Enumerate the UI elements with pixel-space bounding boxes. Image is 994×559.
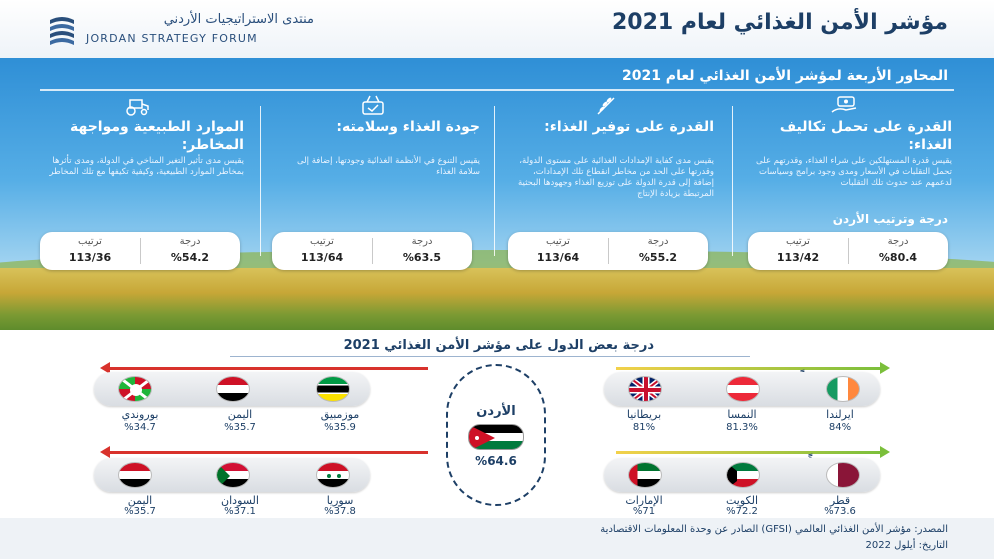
global-top-pill (604, 372, 880, 406)
pillar-divider (260, 106, 261, 256)
country-name: اليمن (127, 494, 153, 507)
score-box-quality (272, 232, 472, 270)
logo-arabic-text: منتدى الاستراتيجيات الأردني (163, 12, 314, 27)
pillar-title: الموارد الطبيعية ومواجهة المخاطر: (69, 119, 244, 153)
jordan-name: الأردن (476, 404, 516, 419)
country-score: %35.7 (224, 422, 256, 433)
country-name: سوريا (326, 494, 354, 507)
pillar-title: جودة الغذاء وسلامته: (336, 119, 480, 135)
rank-label: ترتيب (546, 236, 570, 247)
money-hand-icon (830, 94, 860, 116)
pillar-title: القدرة على تحمل تكاليف الغذاء: (779, 119, 952, 153)
score-label: درجة (411, 236, 433, 247)
high-scores-arrow-arab (616, 451, 882, 454)
country-name: اليمن (227, 408, 253, 421)
low-scores-arrow (108, 367, 428, 370)
subtitle-divider (40, 89, 954, 91)
country-name: بريطانيا (626, 408, 662, 421)
footer (0, 518, 994, 559)
pillar-description: يقيس مدى تأثير التغير المناخي في الدولة، ومدى تأثرها بمخاطر الموارد الطبيعية، وكيفية تكيفها مع تلك المخاطر (49, 156, 244, 177)
score-value: %63.5 (402, 251, 442, 264)
rank-value: 113/64 (300, 251, 344, 264)
quality-basket-icon (358, 94, 388, 116)
ireland-flag-icon (826, 376, 860, 402)
uk-flag-icon (628, 376, 662, 402)
pillar-description: يقيس مدى كفاية الإمدادات الغذائية على مستوى الدولة، وقدرتها على الحد من مخاطر انقطاع تلك الإمدادات، إضافة إلى قدرة الدولة على توزيع الغذاء وجهودها البحثية المرتبطة بزيادة الإنتاج (518, 156, 714, 199)
header (0, 0, 994, 58)
score-value: %80.4 (878, 251, 918, 264)
country-score: %37.1 (224, 506, 256, 517)
pillars-section (0, 58, 994, 330)
rank-label: ترتيب (310, 236, 334, 247)
score-label: درجة (647, 236, 669, 247)
wheat-icon (592, 94, 622, 116)
low-scores-arrow-arab (108, 451, 428, 454)
date-note: التاريخ: أيلول 2022 (865, 540, 948, 551)
burundi-flag-icon (118, 376, 152, 402)
score-label: درجة (887, 236, 909, 247)
comparison-title-underline (230, 356, 750, 357)
tractor-icon (122, 94, 152, 116)
jsf-logo-icon (46, 12, 78, 48)
rank-column (508, 232, 608, 270)
score-column (848, 232, 948, 270)
country-name: بوروندي (121, 408, 159, 421)
country-score: %71 (632, 506, 656, 517)
score-column (372, 232, 472, 270)
country-score: %73.6 (824, 506, 856, 517)
score-column (608, 232, 708, 270)
arab-bottom-pill (94, 458, 370, 492)
score-separator (372, 238, 373, 264)
pillar-description: يقيس قدرة المستهلكين على شراء الغذاء، وقدرتهم على تحمل التقلبات في الأسعار ومدى وجود برامج وسياسات لدعمهم عند حدوث تلك التقلبات (756, 156, 952, 188)
pillar-divider (494, 106, 495, 256)
country-name: قطر (829, 494, 851, 507)
uae-flag-icon (628, 462, 662, 488)
pillar-description: يقيس التنوع في الأنظمة الغذائية وجودتها، إضافة إلى سلامة الغذاء (296, 156, 480, 177)
arab-top-pill (604, 458, 880, 492)
country-name: الكويت (725, 494, 759, 507)
score-separator (140, 238, 141, 264)
global-bottom-pill (94, 372, 370, 406)
country-name: ايرلندا (826, 408, 854, 421)
comparison-title: درجة بعض الدول على مؤشر الأمن الغذائي 2021 (343, 338, 654, 353)
rank-value: 113/36 (68, 251, 112, 264)
score-separator (848, 238, 849, 264)
kuwait-flag-icon (726, 462, 760, 488)
rank-column (40, 232, 140, 270)
high-scores-arrow (616, 367, 882, 370)
score-value: %55.2 (638, 251, 678, 264)
score-label: درجة (179, 236, 201, 247)
pillar-divider (732, 106, 733, 256)
austria-flag-icon (726, 376, 760, 402)
jordan-flag-icon (468, 424, 524, 450)
country-score: 84% (828, 422, 852, 433)
syria-flag-icon (316, 462, 350, 488)
sudan-flag-icon (216, 462, 250, 488)
score-separator (608, 238, 609, 264)
page-title: مؤشر الأمن الغذائي لعام 2021 (612, 10, 948, 35)
country-score: %37.8 (324, 506, 356, 517)
score-box-affordability (748, 232, 948, 270)
country-score: 81.3% (726, 422, 758, 433)
rank-label: ترتيب (78, 236, 102, 247)
score-box-availability (508, 232, 708, 270)
country-name: النمسا (727, 408, 757, 421)
wheat-field (0, 268, 994, 330)
rank-value: 113/64 (536, 251, 580, 264)
country-score: %34.7 (124, 422, 156, 433)
jsf-logo (46, 10, 316, 50)
country-name: الإمارات (625, 494, 663, 507)
rank-label: ترتيب (786, 236, 810, 247)
pillars-subtitle: المحاور الأربعة لمؤشر الأمن الغذائي لعام 2021 (621, 68, 948, 84)
country-name: السودان (221, 494, 259, 507)
source-note: المصدر: مؤشر الأمن الغذائي العالمي (GFSI) الصادر عن وحدة المعلومات الاقتصادية (600, 524, 948, 535)
jordan-score: %64.6 (475, 454, 517, 468)
rank-column (748, 232, 848, 270)
country-score: %35.7 (124, 506, 156, 517)
yemen-flag-icon (216, 376, 250, 402)
logo-english-text: JORDAN STRATEGY FORUM (86, 32, 258, 45)
yemen-flag-icon (118, 462, 152, 488)
rank-value: 113/42 (776, 251, 820, 264)
score-column (140, 232, 240, 270)
country-score: %35.9 (324, 422, 356, 433)
country-score: 81% (632, 422, 656, 433)
country-score: %72.2 (726, 506, 758, 517)
rank-column (272, 232, 372, 270)
score-value: %54.2 (170, 251, 210, 264)
score-box-natural-resources (40, 232, 240, 270)
mozambique-flag-icon (316, 376, 350, 402)
pillar-title: القدرة على توفير الغذاء: (544, 119, 714, 135)
jordan-rank-title: درجة وترتيب الأردن (832, 212, 948, 226)
qatar-flag-icon (826, 462, 860, 488)
country-name: موزمبيق (320, 408, 360, 421)
